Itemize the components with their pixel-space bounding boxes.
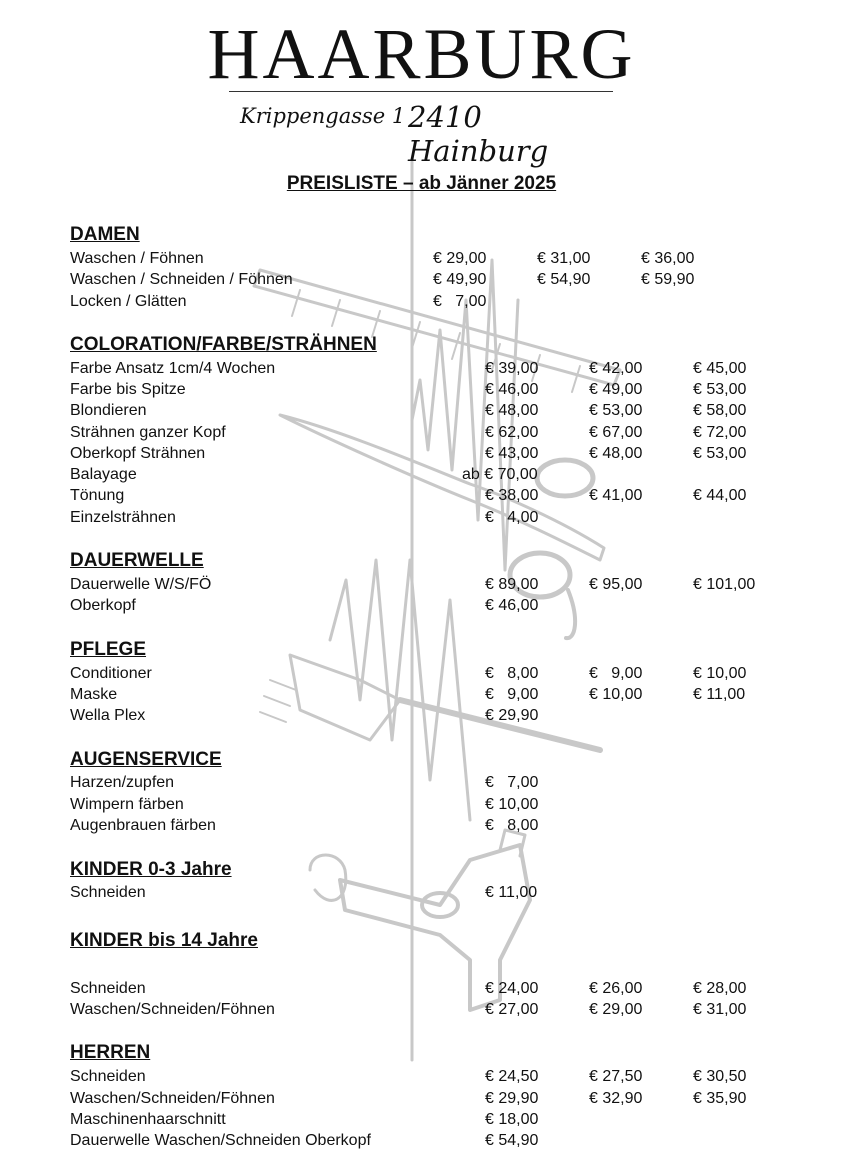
price-medium: € 31,00 <box>537 250 591 267</box>
section-title-herren: HERREN <box>70 1042 151 1063</box>
price-long: € 36,00 <box>641 250 695 267</box>
service-label: Waschen/Schneiden/Föhnen <box>70 1090 275 1107</box>
price-row <box>0 663 843 684</box>
service-label: Waschen / Schneiden / Föhnen <box>70 271 293 288</box>
price-medium: € 9,00 <box>589 665 643 682</box>
service-label: Locken / Glätten <box>70 293 187 310</box>
price-row <box>0 400 843 421</box>
price-short: € 38,00 <box>485 487 539 504</box>
price-medium: € 54,90 <box>537 271 591 288</box>
price-row <box>0 507 843 528</box>
price-row <box>0 443 843 464</box>
service-label: Schneiden <box>70 1068 146 1085</box>
brand-divider <box>229 91 613 92</box>
price-medium: € 42,00 <box>589 360 643 377</box>
price-long: € 72,00 <box>693 424 747 441</box>
address-street: Krippengasse 1 <box>240 104 406 128</box>
price-short: € 54,90 <box>485 1132 539 1149</box>
price-short: € 18,00 <box>485 1111 539 1128</box>
service-label: Dauerwelle Waschen/Schneiden Oberkopf <box>70 1132 371 1149</box>
price-row <box>0 485 843 506</box>
service-label: Maschinenhaarschnitt <box>70 1111 226 1128</box>
price-row <box>0 595 843 616</box>
service-label: Farbe bis Spitze <box>70 381 186 398</box>
price-row <box>0 1088 843 1109</box>
price-long: € 11,00 <box>693 686 746 703</box>
address-city: 2410 Hainburg <box>408 100 549 168</box>
price-short: € 46,00 <box>485 381 539 398</box>
service-label: Oberkopf Strähnen <box>70 445 206 462</box>
section-title-pflege: PFLEGE <box>70 639 147 660</box>
price-row <box>0 379 843 400</box>
price-short: € 27,00 <box>485 1001 539 1018</box>
price-short: € 29,00 <box>433 250 487 267</box>
price-short: € 8,00 <box>485 665 539 682</box>
service-label: Blondieren <box>70 402 147 419</box>
price-medium: € 95,00 <box>589 576 643 593</box>
service-label: Wimpern färben <box>70 796 184 813</box>
price-short: € 48,00 <box>485 402 539 419</box>
service-label: Farbe Ansatz 1cm/4 Wochen <box>70 360 276 377</box>
price-short: € 24,00 <box>485 980 539 997</box>
price-short: € 24,50 <box>485 1068 539 1085</box>
price-long: € 28,00 <box>693 980 747 997</box>
service-label: Einzelsträhnen <box>70 509 176 526</box>
price-row <box>0 815 843 836</box>
price-medium: € 67,00 <box>589 424 643 441</box>
price-row <box>0 248 843 269</box>
price-short: € 46,00 <box>485 597 539 614</box>
service-label: Schneiden <box>70 980 146 997</box>
price-medium: € 26,00 <box>589 980 643 997</box>
price-row <box>0 1130 843 1151</box>
price-medium: € 41,00 <box>589 487 643 504</box>
price-row <box>0 772 843 793</box>
service-label: Oberkopf <box>70 597 136 614</box>
price-short: € 89,00 <box>485 576 539 593</box>
price-medium: € 53,00 <box>589 402 643 419</box>
section-title-kinder-14: KINDER bis 14 Jahre <box>70 930 258 951</box>
address <box>236 98 616 168</box>
price-row <box>0 794 843 815</box>
page-title: PREISLISTE – ab Jänner 2025 <box>286 173 557 194</box>
price-short: € 11,00 <box>485 884 538 901</box>
price-row <box>0 1066 843 1087</box>
price-row <box>0 269 843 290</box>
section-title-kinder-0-3: KINDER 0-3 Jahre <box>70 859 232 880</box>
service-label: Strähnen ganzer Kopf <box>70 424 226 441</box>
price-long: € 44,00 <box>693 487 747 504</box>
section-title-augenservice: AUGENSERVICE <box>70 749 222 770</box>
price-long: € 53,00 <box>693 381 747 398</box>
price-long: € 31,00 <box>693 1001 747 1018</box>
price-long: € 101,00 <box>693 576 756 593</box>
price-short: € 10,00 <box>485 796 539 813</box>
price-short: € 29,90 <box>485 1090 539 1107</box>
price-row <box>0 291 843 312</box>
price-row <box>0 574 843 595</box>
price-row <box>0 705 843 726</box>
brand-logo-text: HAARBURG <box>207 14 636 94</box>
price-medium: € 10,00 <box>589 686 643 703</box>
service-label: Augenbrauen färben <box>70 817 216 834</box>
price-long: € 53,00 <box>693 445 747 462</box>
price-row <box>0 422 843 443</box>
price-long: € 10,00 <box>693 665 747 682</box>
service-label: Tönung <box>70 487 125 504</box>
price-short: € 4,00 <box>485 509 539 526</box>
price-short: ab € 70,00 <box>462 466 538 483</box>
price-row <box>0 882 843 903</box>
service-label: Dauerwelle W/S/FÖ <box>70 576 212 593</box>
price-long: € 35,90 <box>693 1090 747 1107</box>
price-row <box>0 358 843 379</box>
price-medium: € 32,90 <box>589 1090 643 1107</box>
price-short: € 43,00 <box>485 445 539 462</box>
service-label: Conditioner <box>70 665 152 682</box>
price-row <box>0 1109 843 1130</box>
price-short: € 7,00 <box>433 293 487 310</box>
price-medium: € 49,00 <box>589 381 643 398</box>
price-short: € 62,00 <box>485 424 539 441</box>
section-title-coloration: COLORATION/FARBE/STRÄHNEN <box>70 334 377 355</box>
price-short: € 39,00 <box>485 360 539 377</box>
price-row <box>0 999 843 1020</box>
service-label: Schneiden <box>70 884 146 901</box>
service-label: Balayage <box>70 466 137 483</box>
service-label: Harzen/zupfen <box>70 774 175 791</box>
price-long: € 58,00 <box>693 402 747 419</box>
price-medium: € 48,00 <box>589 445 643 462</box>
section-title-damen: DAMEN <box>70 224 140 245</box>
price-medium: € 29,00 <box>589 1001 643 1018</box>
service-label: Waschen/Schneiden/Föhnen <box>70 1001 275 1018</box>
price-long: € 30,50 <box>693 1068 747 1085</box>
price-short: € 8,00 <box>485 817 539 834</box>
service-label: Waschen / Föhnen <box>70 250 204 267</box>
price-short: € 49,90 <box>433 271 487 288</box>
price-row <box>0 684 843 705</box>
service-label: Maske <box>70 686 118 703</box>
price-row <box>0 978 843 999</box>
price-long: € 45,00 <box>693 360 747 377</box>
price-row <box>0 464 843 485</box>
section-title-dauerwelle: DAUERWELLE <box>70 550 204 571</box>
price-short: € 29,90 <box>485 707 539 724</box>
price-short: € 7,00 <box>485 774 539 791</box>
service-label: Wella Plex <box>70 707 146 724</box>
price-short: € 9,00 <box>485 686 539 703</box>
price-medium: € 27,50 <box>589 1068 643 1085</box>
price-long: € 59,90 <box>641 271 695 288</box>
